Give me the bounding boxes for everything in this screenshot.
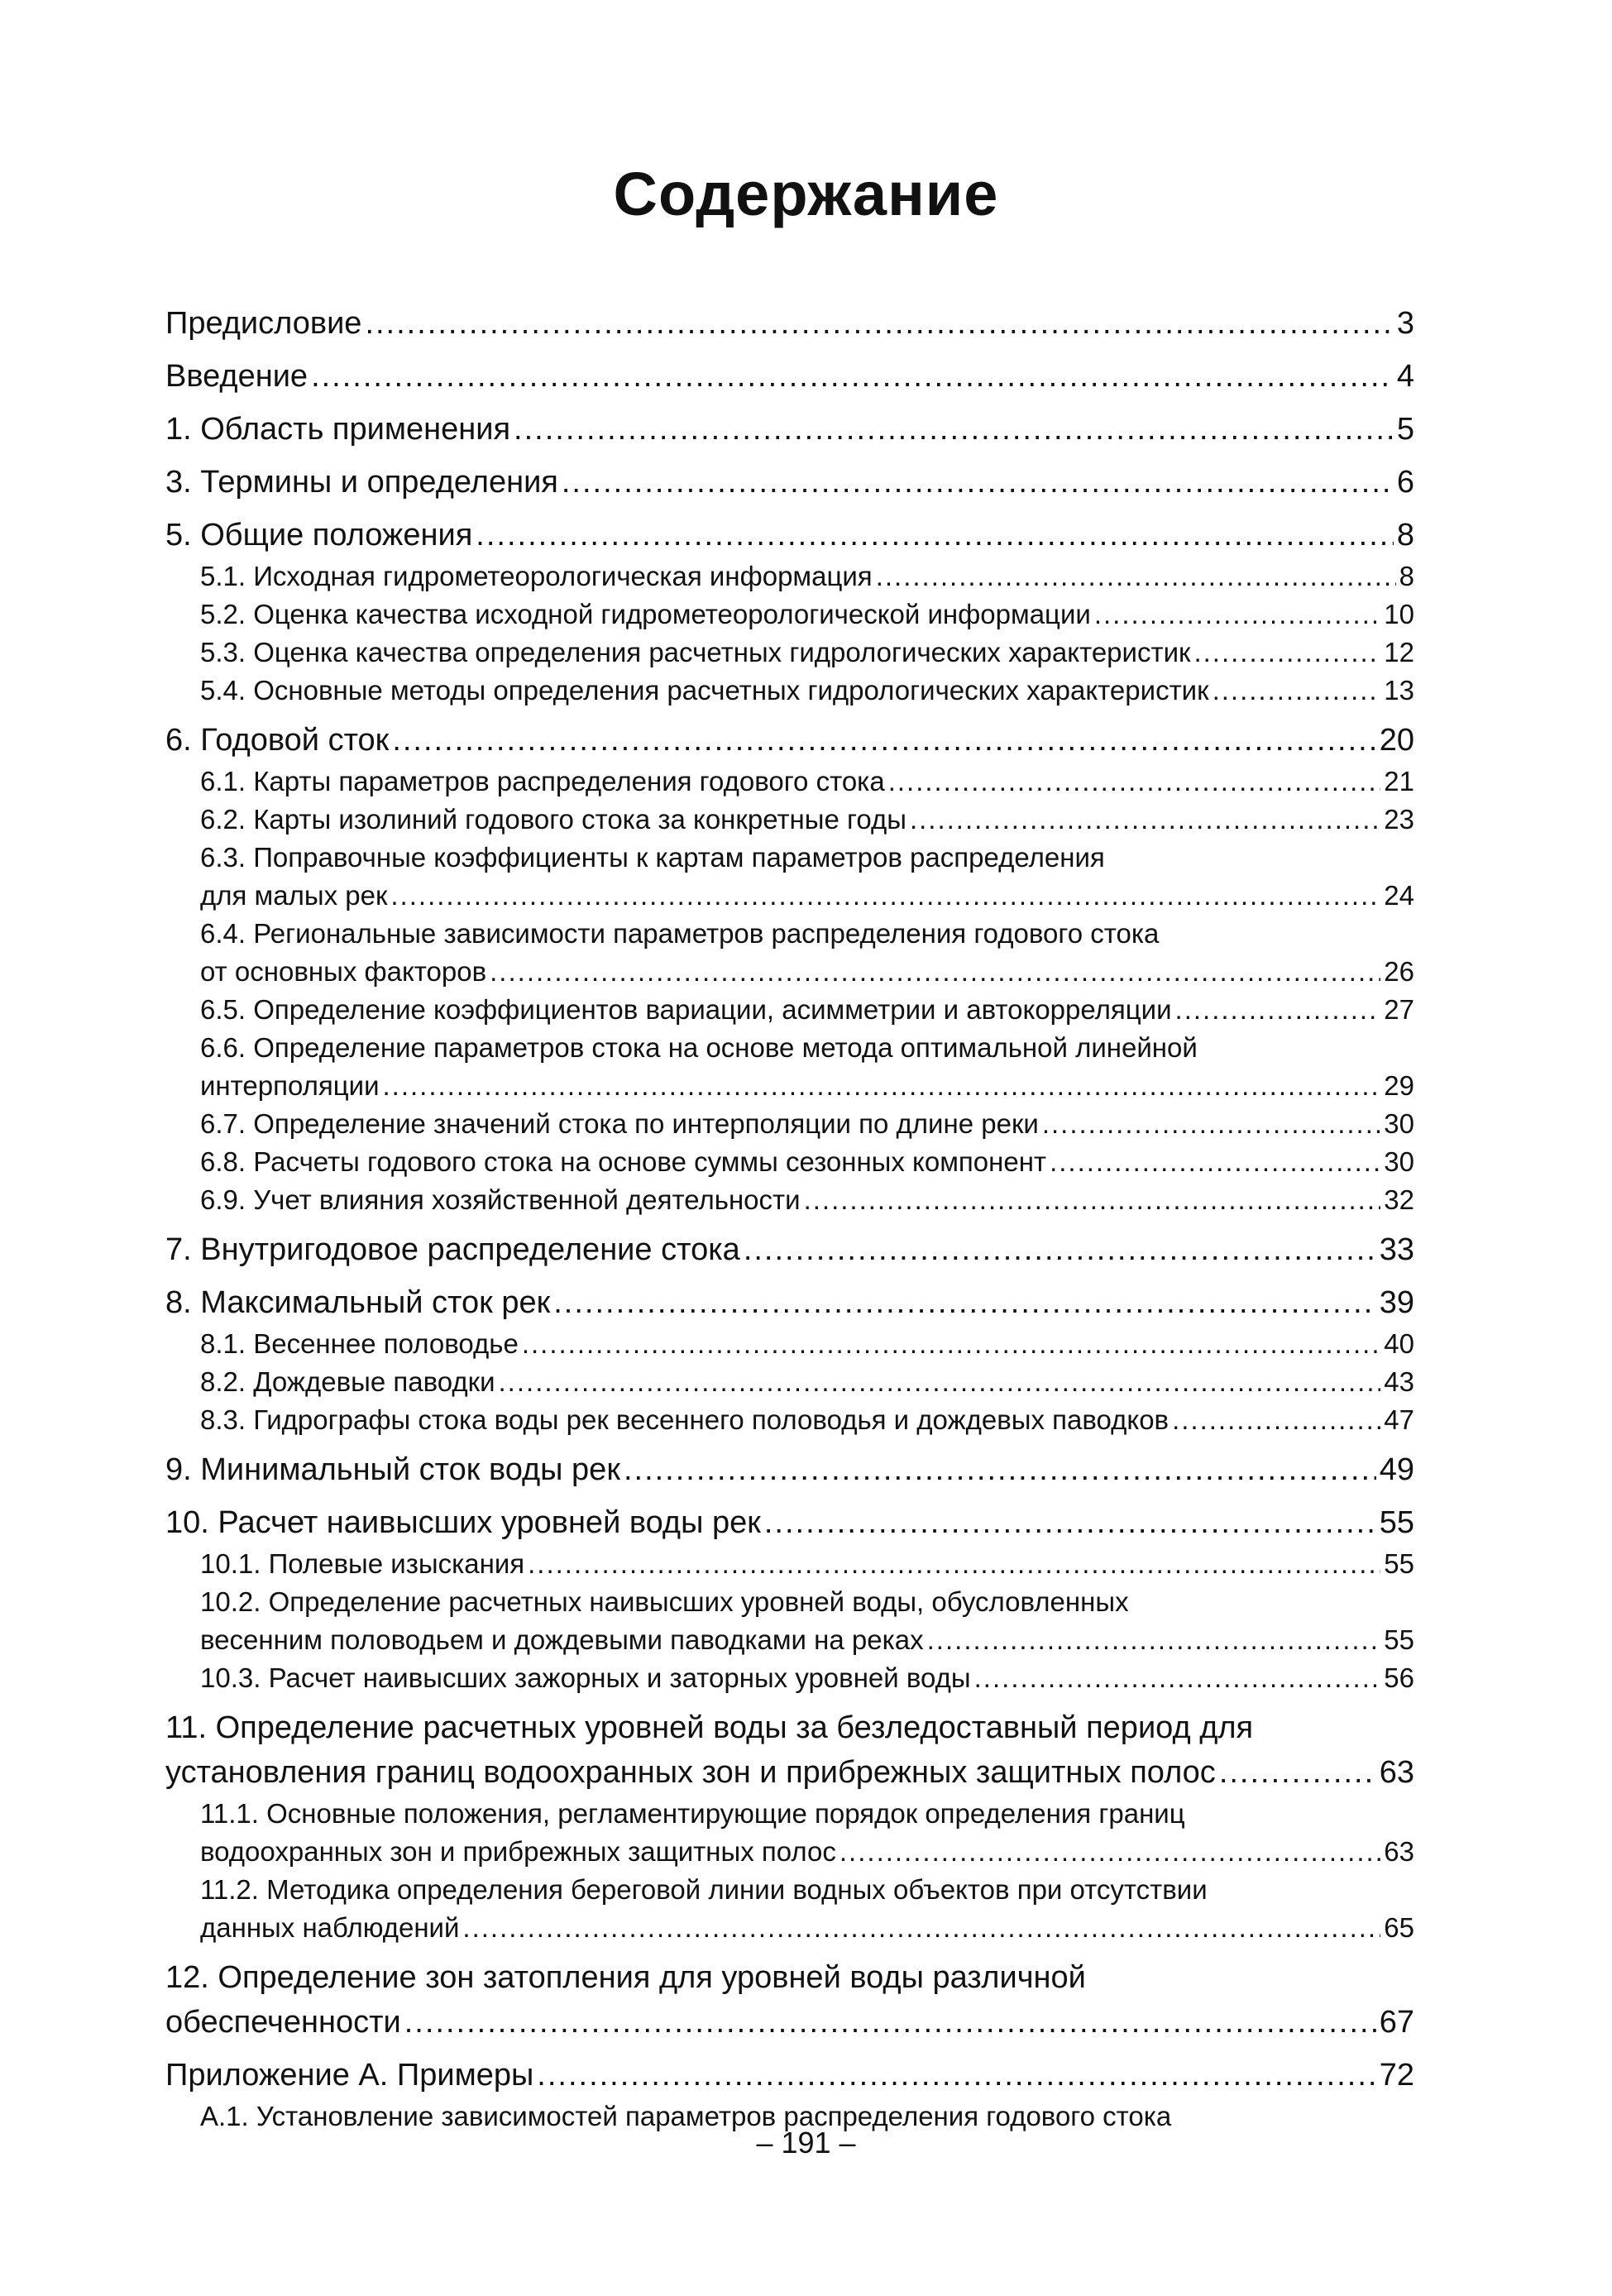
- toc-subentry-label: 8.2. Дождевые паводки: [200, 1366, 495, 1397]
- toc-subentry-page: 32: [1384, 1184, 1414, 1215]
- toc-subentry-page: 13: [1384, 675, 1414, 706]
- toc-entry[interactable]: [165, 407, 1414, 452]
- toc-subentry[interactable]: [165, 1181, 1414, 1219]
- toc-subentry-label: 8.3. Гидрографы стока воды рек весеннего половодья и дождевых паводков: [200, 1404, 1170, 1435]
- dot-leader: [553, 1280, 1375, 1325]
- toc-group-1: [165, 407, 1414, 452]
- toc-subentry[interactable]: [165, 953, 1414, 991]
- toc-subentry-label: водоохранных зон и прибрежных защитных полос: [200, 1836, 836, 1867]
- toc-entry[interactable]: [165, 354, 1414, 399]
- dot-leader: [974, 1659, 1381, 1697]
- toc-subentry-page: 40: [1384, 1328, 1414, 1359]
- toc-entry-label: установления границ водоохранных зон и прибрежных защитных полос: [165, 1755, 1216, 1790]
- dot-leader: [1042, 1105, 1380, 1143]
- toc-subentry[interactable]: [165, 634, 1414, 672]
- toc-subentry-page: 43: [1384, 1366, 1414, 1397]
- toc-group-12: [165, 1955, 1414, 2045]
- toc-entry[interactable]: [165, 1447, 1414, 1492]
- toc-subentry-page: 55: [1384, 1624, 1414, 1655]
- toc-subentry-label: 5.3. Оценка качества определения расчетных гидрологических характеристик: [200, 637, 1191, 667]
- toc-group-5: [165, 513, 1414, 710]
- toc-subentry-page: 30: [1384, 1108, 1414, 1139]
- toc-entry-page: 8: [1396, 518, 1414, 552]
- toc-group-8: [165, 1280, 1414, 1439]
- dot-leader: [528, 1545, 1380, 1583]
- dot-leader: [1094, 596, 1380, 634]
- dot-leader: [1175, 991, 1381, 1029]
- toc-entry-page: 67: [1379, 2005, 1414, 2040]
- toc-subentry-label: данных наблюдений: [200, 1912, 460, 1943]
- toc-subentry-first-line[interactable]: 11.2. Методика определения береговой линии водных объектов при отсутствии: [200, 1874, 1208, 1905]
- toc-subentry-page: 8: [1399, 561, 1414, 591]
- toc-subentry-page: 27: [1384, 994, 1414, 1025]
- toc-subentry-page: 65: [1384, 1912, 1414, 1943]
- dot-leader: [383, 1067, 1381, 1105]
- dot-leader: [1050, 1143, 1380, 1181]
- toc-subentry[interactable]: [165, 1401, 1414, 1439]
- toc-subentry-first-line[interactable]: А.1. Установление зависимостей параметров распределения годового стока: [200, 2101, 1172, 2131]
- toc-subentry[interactable]: [165, 877, 1414, 915]
- toc-subentry-page: 26: [1384, 956, 1414, 987]
- toc-entry[interactable]: [165, 718, 1414, 763]
- toc-subentry-label: 6.1. Карты параметров распределения годового стока: [200, 766, 885, 796]
- toc-entry-page: 20: [1379, 723, 1414, 758]
- dot-leader: [1219, 1750, 1376, 1795]
- toc-subentry-label: 5.1. Исходная гидрометеорологическая информация: [200, 561, 873, 591]
- toc-subentry-label: 5.2. Оценка качества исходной гидрометеорологической информации: [200, 599, 1091, 629]
- toc-entry-page: 72: [1379, 2058, 1414, 2093]
- page-number: – 191 –: [756, 2126, 856, 2160]
- toc-subentry-label: 8.1. Весеннее половодье: [200, 1328, 519, 1359]
- dot-leader: [499, 1363, 1381, 1401]
- toc-subentry-first-line[interactable]: 6.3. Поправочные коэффициенты к картам параметров распределения: [200, 842, 1105, 873]
- toc-subentry[interactable]: [165, 1545, 1414, 1583]
- toc-subentry-label: 5.4. Основные методы определения расчетных гидрологических характеристик: [200, 675, 1209, 706]
- toc-subentry-page: 23: [1384, 804, 1414, 835]
- dot-leader: [562, 460, 1394, 505]
- toc-subentry-page: 55: [1384, 1548, 1414, 1579]
- toc-subentry-first-line[interactable]: 6.6. Определение параметров стока на основе метода оптимальной линейной: [200, 1032, 1198, 1063]
- dot-leader: [927, 1621, 1381, 1659]
- toc-subentry-page: 47: [1384, 1404, 1414, 1435]
- toc-subentry[interactable]: [165, 557, 1414, 596]
- toc-group-7: [165, 1227, 1414, 1272]
- dot-leader: [888, 763, 1381, 801]
- dot-leader: [744, 1227, 1376, 1272]
- toc-entry-page: 63: [1379, 1755, 1414, 1790]
- toc-entry-label: 5. Общие положения: [165, 518, 473, 552]
- toc-subentry-label: весенним половодьем и дождевыми паводками на реках: [200, 1624, 924, 1655]
- toc-subentry-label: для малых рек: [200, 880, 388, 911]
- toc-group-appendix-a: [165, 2053, 1414, 2136]
- toc-entry-label: 8. Максимальный сток рек: [165, 1285, 551, 1320]
- toc-subentry-first-line[interactable]: 6.4. Региональные зависимости параметров распределения годового стока: [200, 918, 1160, 949]
- toc-entry[interactable]: [165, 2000, 1414, 2045]
- toc-subentry[interactable]: [165, 1659, 1414, 1697]
- toc-subentry-page: 12: [1384, 637, 1414, 667]
- toc-subentry-page: 63: [1384, 1836, 1414, 1867]
- toc-group-introduction: [165, 354, 1414, 399]
- toc-subentry[interactable]: [165, 991, 1414, 1029]
- toc-entry-label: Приложение А. Примеры: [165, 2058, 534, 2093]
- toc-entry-label: 6. Годовой сток: [165, 723, 390, 758]
- toc-entry-page: 39: [1379, 1285, 1414, 1320]
- toc-subentry-label: 6.5. Определение коэффициентов вариации, асимметрии и автокорреляции: [200, 994, 1172, 1025]
- toc-entry-page: 4: [1396, 359, 1414, 394]
- dot-leader: [365, 301, 1393, 346]
- toc-entry[interactable]: [165, 1500, 1414, 1545]
- toc-subentry-label: 6.8. Расчеты годового стока на основе суммы сезонных компонент: [200, 1146, 1047, 1177]
- toc-entry-label: 7. Внутригодовое распределение стока: [165, 1232, 740, 1267]
- toc-subentry[interactable]: [165, 1067, 1414, 1105]
- toc-entry-label: 3. Термины и определения: [165, 465, 558, 500]
- dot-leader: [476, 513, 1394, 557]
- dot-leader: [390, 877, 1380, 915]
- dot-leader: [839, 1833, 1380, 1871]
- toc-subentry-label: 6.2. Карты изолиний годового стока за конкретные годы: [200, 804, 906, 835]
- toc-subentry-label: 10.3. Расчет наивысших зажорных и заторных уровней воды: [200, 1662, 971, 1693]
- toc-entry-page: 6: [1396, 465, 1414, 500]
- dot-leader: [804, 1181, 1381, 1219]
- toc-subentry-first-line[interactable]: 10.2. Определение расчетных наивысших уровней воды, обусловленных: [200, 1586, 1129, 1617]
- toc-subentry[interactable]: [165, 1143, 1414, 1181]
- toc-group-preface: [165, 301, 1414, 346]
- toc-entry-label: 10. Расчет наивысших уровней воды рек: [165, 1505, 761, 1540]
- toc-entry[interactable]: [165, 1227, 1414, 1272]
- toc-subentry-page: 56: [1384, 1662, 1414, 1693]
- toc-entry[interactable]: [165, 513, 1414, 557]
- toc-entry-page: 5: [1396, 412, 1414, 447]
- dot-leader: [490, 953, 1380, 991]
- toc-subentry[interactable]: [165, 801, 1414, 839]
- toc-subentry-label: 10.1. Полевые изыскания: [200, 1548, 525, 1579]
- toc-entry[interactable]: [165, 1280, 1414, 1325]
- page-title: Содержание: [613, 160, 999, 228]
- toc-entry[interactable]: [165, 1750, 1414, 1795]
- dot-leader: [1172, 1401, 1380, 1439]
- dot-leader: [392, 718, 1375, 763]
- toc-entry-page: 33: [1379, 1232, 1414, 1267]
- dot-leader: [1213, 672, 1381, 710]
- dot-leader: [522, 1325, 1380, 1363]
- toc-subentry-page: 29: [1384, 1070, 1414, 1101]
- toc-entry[interactable]: [165, 301, 1414, 346]
- toc-subentry[interactable]: [165, 1621, 1414, 1659]
- toc-entry-page: 3: [1396, 306, 1414, 341]
- toc-subentry[interactable]: [165, 1833, 1414, 1871]
- dot-leader: [514, 407, 1394, 452]
- toc-entry[interactable]: [165, 460, 1414, 505]
- dot-leader: [404, 2000, 1376, 2045]
- toc-subentry[interactable]: [165, 672, 1414, 710]
- toc-group-10: [165, 1500, 1414, 1697]
- toc-subentry-label: 6.7. Определение значений стока по интерполяции по длине реки: [200, 1108, 1039, 1139]
- dot-leader: [311, 354, 1394, 399]
- dot-leader: [764, 1500, 1376, 1545]
- toc-entry-first-line[interactable]: 12. Определение зон затопления для уровней воды различной: [165, 1960, 1086, 1995]
- toc-subentry[interactable]: [165, 763, 1414, 801]
- toc-subentry[interactable]: [165, 1325, 1414, 1363]
- toc-entry-page: 49: [1379, 1452, 1414, 1487]
- dot-leader: [910, 801, 1380, 839]
- toc-subentry-page: 30: [1384, 1146, 1414, 1177]
- toc-subentry-label: от основных факторов: [200, 956, 487, 987]
- dot-leader: [624, 1447, 1376, 1492]
- toc-group-11: [165, 1705, 1414, 1947]
- toc-subentry[interactable]: [165, 1363, 1414, 1401]
- dot-leader: [876, 557, 1396, 596]
- toc-group-6: [165, 718, 1414, 1219]
- dot-leader: [1193, 634, 1380, 672]
- toc-group-3: [165, 460, 1414, 505]
- toc-entry-first-line[interactable]: 11. Определение расчетных уровней воды за безледоставный период для: [165, 1710, 1254, 1745]
- toc-group-9: [165, 1447, 1414, 1492]
- dot-leader: [537, 2053, 1375, 2097]
- toc-subentry[interactable]: [165, 1105, 1414, 1143]
- toc-subentry-label: интерполяции: [200, 1070, 380, 1101]
- toc-subentry-page: 21: [1384, 766, 1414, 796]
- toc-subentry-page: 10: [1384, 599, 1414, 629]
- toc-entry-label: обеспеченности: [165, 2005, 401, 2040]
- toc-entry-label: 1. Область применения: [165, 412, 511, 447]
- toc-subentry-first-line[interactable]: 11.1. Основные положения, регламентирующие порядок определения границ: [200, 1798, 1185, 1829]
- toc-subentry[interactable]: [165, 596, 1414, 634]
- table-of-contents: [165, 301, 1414, 2144]
- toc-entry-label: Введение: [165, 359, 309, 394]
- dot-leader: [462, 1909, 1380, 1947]
- toc-entry-label: Предисловие: [165, 306, 362, 341]
- toc-subentry-label: 6.9. Учет влияния хозяйственной деятельности: [200, 1184, 801, 1215]
- toc-entry-page: 55: [1379, 1505, 1414, 1540]
- toc-subentry-page: 24: [1384, 880, 1414, 911]
- toc-entry[interactable]: [165, 2053, 1414, 2097]
- toc-entry-label: 9. Минимальный сток воды рек: [165, 1452, 620, 1487]
- toc-subentry[interactable]: [165, 1909, 1414, 1947]
